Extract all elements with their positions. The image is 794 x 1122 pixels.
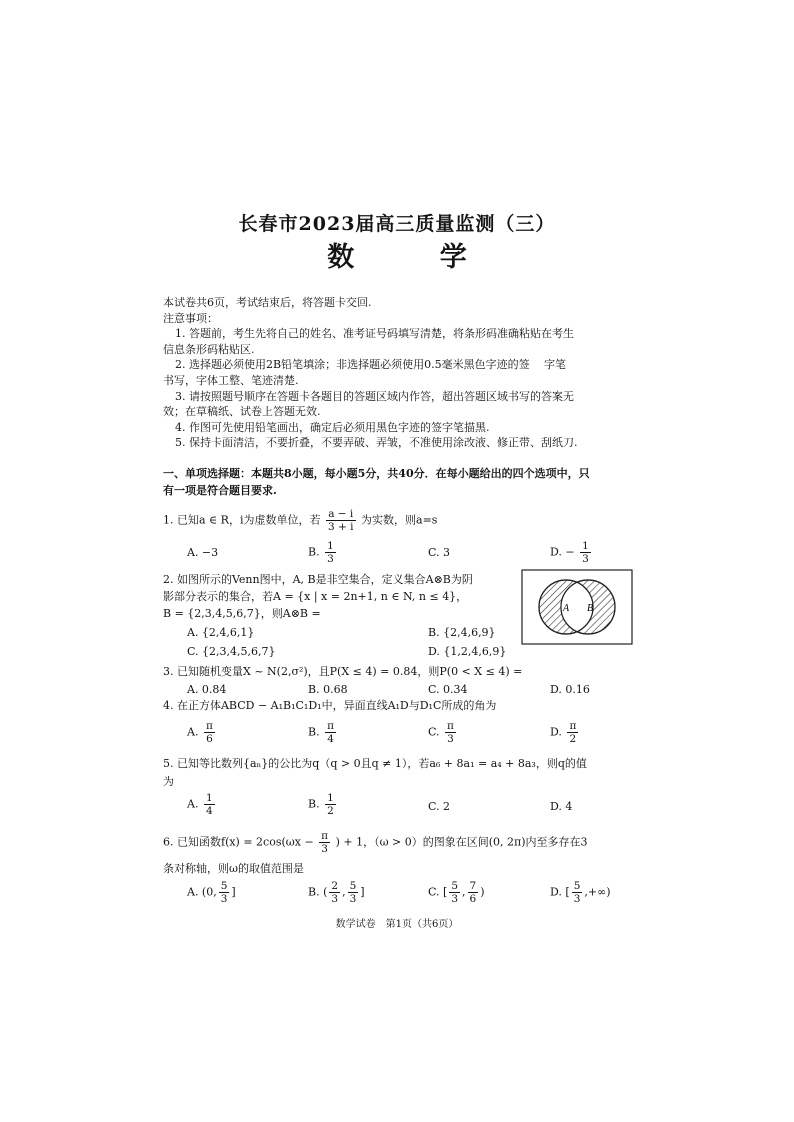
fraction	[325, 792, 336, 817]
option-label: D.	[550, 725, 562, 739]
fraction-denominator: 6	[206, 733, 213, 746]
fraction	[326, 508, 356, 533]
instruction-line: 4. 作图可先使用铅笔画出，确定后必须用黑色字迹的签字笔描黑.	[175, 420, 490, 434]
instruction-line: 2. 选择题必须使用2B铅笔填涂；非选择题必须使用0.5毫米黑色字迹的签 字笔	[175, 358, 567, 372]
question-2-stem-line: B = {2,3,4,5,6,7}，则A⊗B =	[163, 607, 321, 620]
venn-label-a: A	[563, 603, 570, 614]
fraction-numerator: π	[321, 830, 329, 842]
question-5-stem-line: 为	[163, 775, 174, 788]
section-heading-line: 有一项是符合题目要求.	[163, 484, 277, 497]
section-heading-line: 一、单项选择题：本题共8小题，每小题5分，共40分．在每小题给出的四个选项中，只	[163, 467, 590, 480]
option-c: C. 0.34	[428, 683, 468, 696]
fraction-denominator: 2	[569, 733, 577, 746]
option-a: A. −3	[187, 546, 219, 559]
question-3-stem: 3. 已知随机变量X ~ N(2,σ²)，且P(X ≤ 4) = 0.84，则P(0 < X ≤ 4) =	[163, 665, 523, 678]
fraction-denominator: 2	[327, 805, 334, 818]
fraction-numerator: π	[327, 720, 334, 732]
question-6-options	[163, 880, 633, 910]
option-label: B.	[308, 725, 320, 739]
instructions-label: 注意事项：	[163, 311, 218, 325]
option-d	[550, 540, 593, 565]
option-a	[187, 720, 217, 745]
fraction-numerator: 1	[327, 540, 334, 552]
question-1-options	[163, 540, 633, 570]
option-text: ]	[231, 885, 236, 899]
option-d: D. 0.16	[550, 683, 590, 696]
fraction-denominator: 3	[582, 553, 589, 566]
fraction-denominator: 3	[220, 893, 228, 906]
option-label: D. −	[550, 545, 575, 559]
option-a: A. {2,4,6,1}	[187, 626, 255, 639]
instruction-line: 1. 答题前，考生先将自己的姓名、准考证号码填写清楚，将条形码准确粘贴在考生	[175, 327, 574, 341]
option-a: A. 0.84	[187, 683, 227, 696]
option-d	[550, 880, 611, 905]
fraction-numerator: π	[569, 720, 577, 732]
option-text: D. [	[550, 885, 570, 899]
question-4-stem: 4. 在正方体ABCD − A₁B₁C₁D₁中，异面直线A₁D与D₁C所成的角为	[163, 699, 497, 712]
option-text: ,+∞)	[584, 885, 611, 899]
fraction-numerator: 5	[220, 880, 228, 892]
fraction-numerator: a − i	[326, 508, 356, 521]
section-heading	[163, 467, 633, 501]
fraction-numerator: 1	[327, 792, 334, 804]
fraction-numerator: 1	[582, 540, 589, 552]
option-label: A.	[187, 797, 199, 811]
question-2-stem-line: 2. 如图所示的Venn图中，A, B是非空集合，定义集合A⊗B为阴	[163, 573, 473, 586]
instructions-intro: 本试卷共6页，考试结束后，将答题卡交回.	[163, 296, 372, 309]
fraction	[468, 880, 479, 905]
fraction-denominator: 4	[327, 733, 334, 746]
option-d: D. 4	[550, 800, 573, 813]
option-c: C. 3	[428, 546, 451, 559]
fraction-denominator: 3 + i	[328, 521, 354, 534]
fraction-denominator: 3	[451, 893, 458, 906]
fraction-denominator: 3	[331, 893, 339, 906]
fraction-denominator: 3	[321, 843, 328, 856]
option-c	[428, 880, 484, 905]
option-text: B. (	[308, 885, 328, 899]
fraction-numerator: 5	[451, 880, 458, 892]
question-2-stem-line: 影部分表示的集合，若A = {x | x = 2n+1, n ∈ N, n ≤ 4}，	[163, 590, 468, 603]
instruction-line: 5. 保持卡面清洁，不要折叠，不要弄破、弄皱，不准使用涂改液、修正带、刮纸刀.	[175, 436, 578, 450]
question-6-stem-line: 条对称轴，则ω的取值范围是	[163, 862, 304, 875]
fraction-denominator: 3	[327, 553, 334, 566]
fraction	[329, 880, 340, 905]
fraction	[445, 720, 456, 745]
option-b: B. {2,4,6,9}	[428, 626, 496, 639]
question-6-stem	[163, 830, 588, 855]
option-label: A.	[187, 725, 199, 739]
fraction	[219, 880, 230, 905]
question-5-stem-line: 5. 已知等比数列{aₙ}的公比为q（q > 0且q ≠ 1），若a₆ + 8a₁ = a₄ + 8a₃，则q的值	[163, 757, 587, 770]
fraction-numerator: 5	[573, 880, 581, 892]
option-label: C.	[428, 725, 440, 739]
option-text: ,	[342, 885, 346, 899]
venn-diagram	[521, 569, 633, 645]
instruction-line: 信息条形码粘贴区.	[163, 342, 255, 356]
fraction-denominator: 4	[205, 805, 213, 818]
option-b	[308, 720, 338, 745]
instruction-line: 3. 请按照题号顺序在答题卡各题目的答题区域内作答，超出答题区域书写的答案无	[175, 389, 574, 403]
fraction	[325, 720, 336, 745]
instruction-line: 书写，字体工整、笔迹清楚.	[163, 373, 299, 387]
page-footer: 数学试卷 第1页（共6页）	[335, 919, 459, 930]
fraction-numerator: 7	[469, 880, 477, 892]
question-4-options	[163, 720, 633, 750]
exam-title: 长春市2023届高三质量监测（三）	[238, 213, 556, 235]
option-text: C. [	[428, 885, 448, 899]
fraction-numerator: 2	[331, 880, 339, 892]
option-b	[308, 792, 338, 817]
question-text: 6. 已知函数f(x) = 2cos(ωx −	[163, 835, 314, 849]
option-a	[187, 880, 236, 905]
fraction-denominator: 3	[573, 893, 581, 906]
fraction	[348, 880, 359, 905]
fraction	[319, 830, 330, 855]
option-text: ]	[360, 885, 365, 899]
venn-label-b: B	[587, 603, 594, 614]
option-c: C. {2,3,4,5,6,7}	[187, 645, 276, 658]
subject-title: 数 学	[327, 242, 505, 273]
option-text: ,	[462, 885, 466, 899]
instruction-line: 效；在草稿纸、试卷上答题无效.	[163, 405, 321, 419]
question-5-options	[163, 792, 633, 822]
option-b: B. 0.68	[308, 683, 348, 696]
fraction-numerator: π	[447, 720, 454, 732]
question-3-options	[163, 683, 633, 699]
question-1-stem	[163, 508, 437, 533]
fraction	[572, 880, 583, 905]
option-a	[187, 792, 217, 817]
fraction	[204, 792, 215, 817]
option-c	[428, 720, 458, 745]
fraction-numerator: 5	[349, 880, 357, 892]
option-text: A. (0,	[187, 885, 217, 899]
option-b	[308, 880, 365, 905]
fraction	[204, 720, 215, 745]
fraction-denominator: 3	[447, 733, 454, 746]
question-text: 为实数，则a=s	[361, 513, 438, 527]
fraction-denominator: 6	[469, 893, 477, 906]
option-label: B.	[308, 797, 320, 811]
fraction	[567, 720, 578, 745]
option-text: )	[480, 885, 485, 899]
option-label: B.	[308, 545, 320, 559]
fraction	[580, 540, 591, 565]
fraction-numerator: 1	[205, 792, 213, 804]
fraction-denominator: 3	[349, 893, 357, 906]
fraction	[449, 880, 460, 905]
instructions	[163, 296, 633, 452]
fraction	[325, 540, 336, 565]
fraction-numerator: π	[205, 720, 213, 732]
option-d	[550, 720, 580, 745]
question-text: ) + 1，（ω > 0）的图象在区间(0, 2π)内至多存在3	[335, 835, 588, 849]
option-b	[308, 540, 338, 565]
question-text: 1. 已知a ∈ R，i为虚数单位，若	[163, 513, 321, 527]
option-c: C. 2	[428, 800, 451, 813]
option-d: D. {1,2,4,6,9}	[428, 645, 507, 658]
